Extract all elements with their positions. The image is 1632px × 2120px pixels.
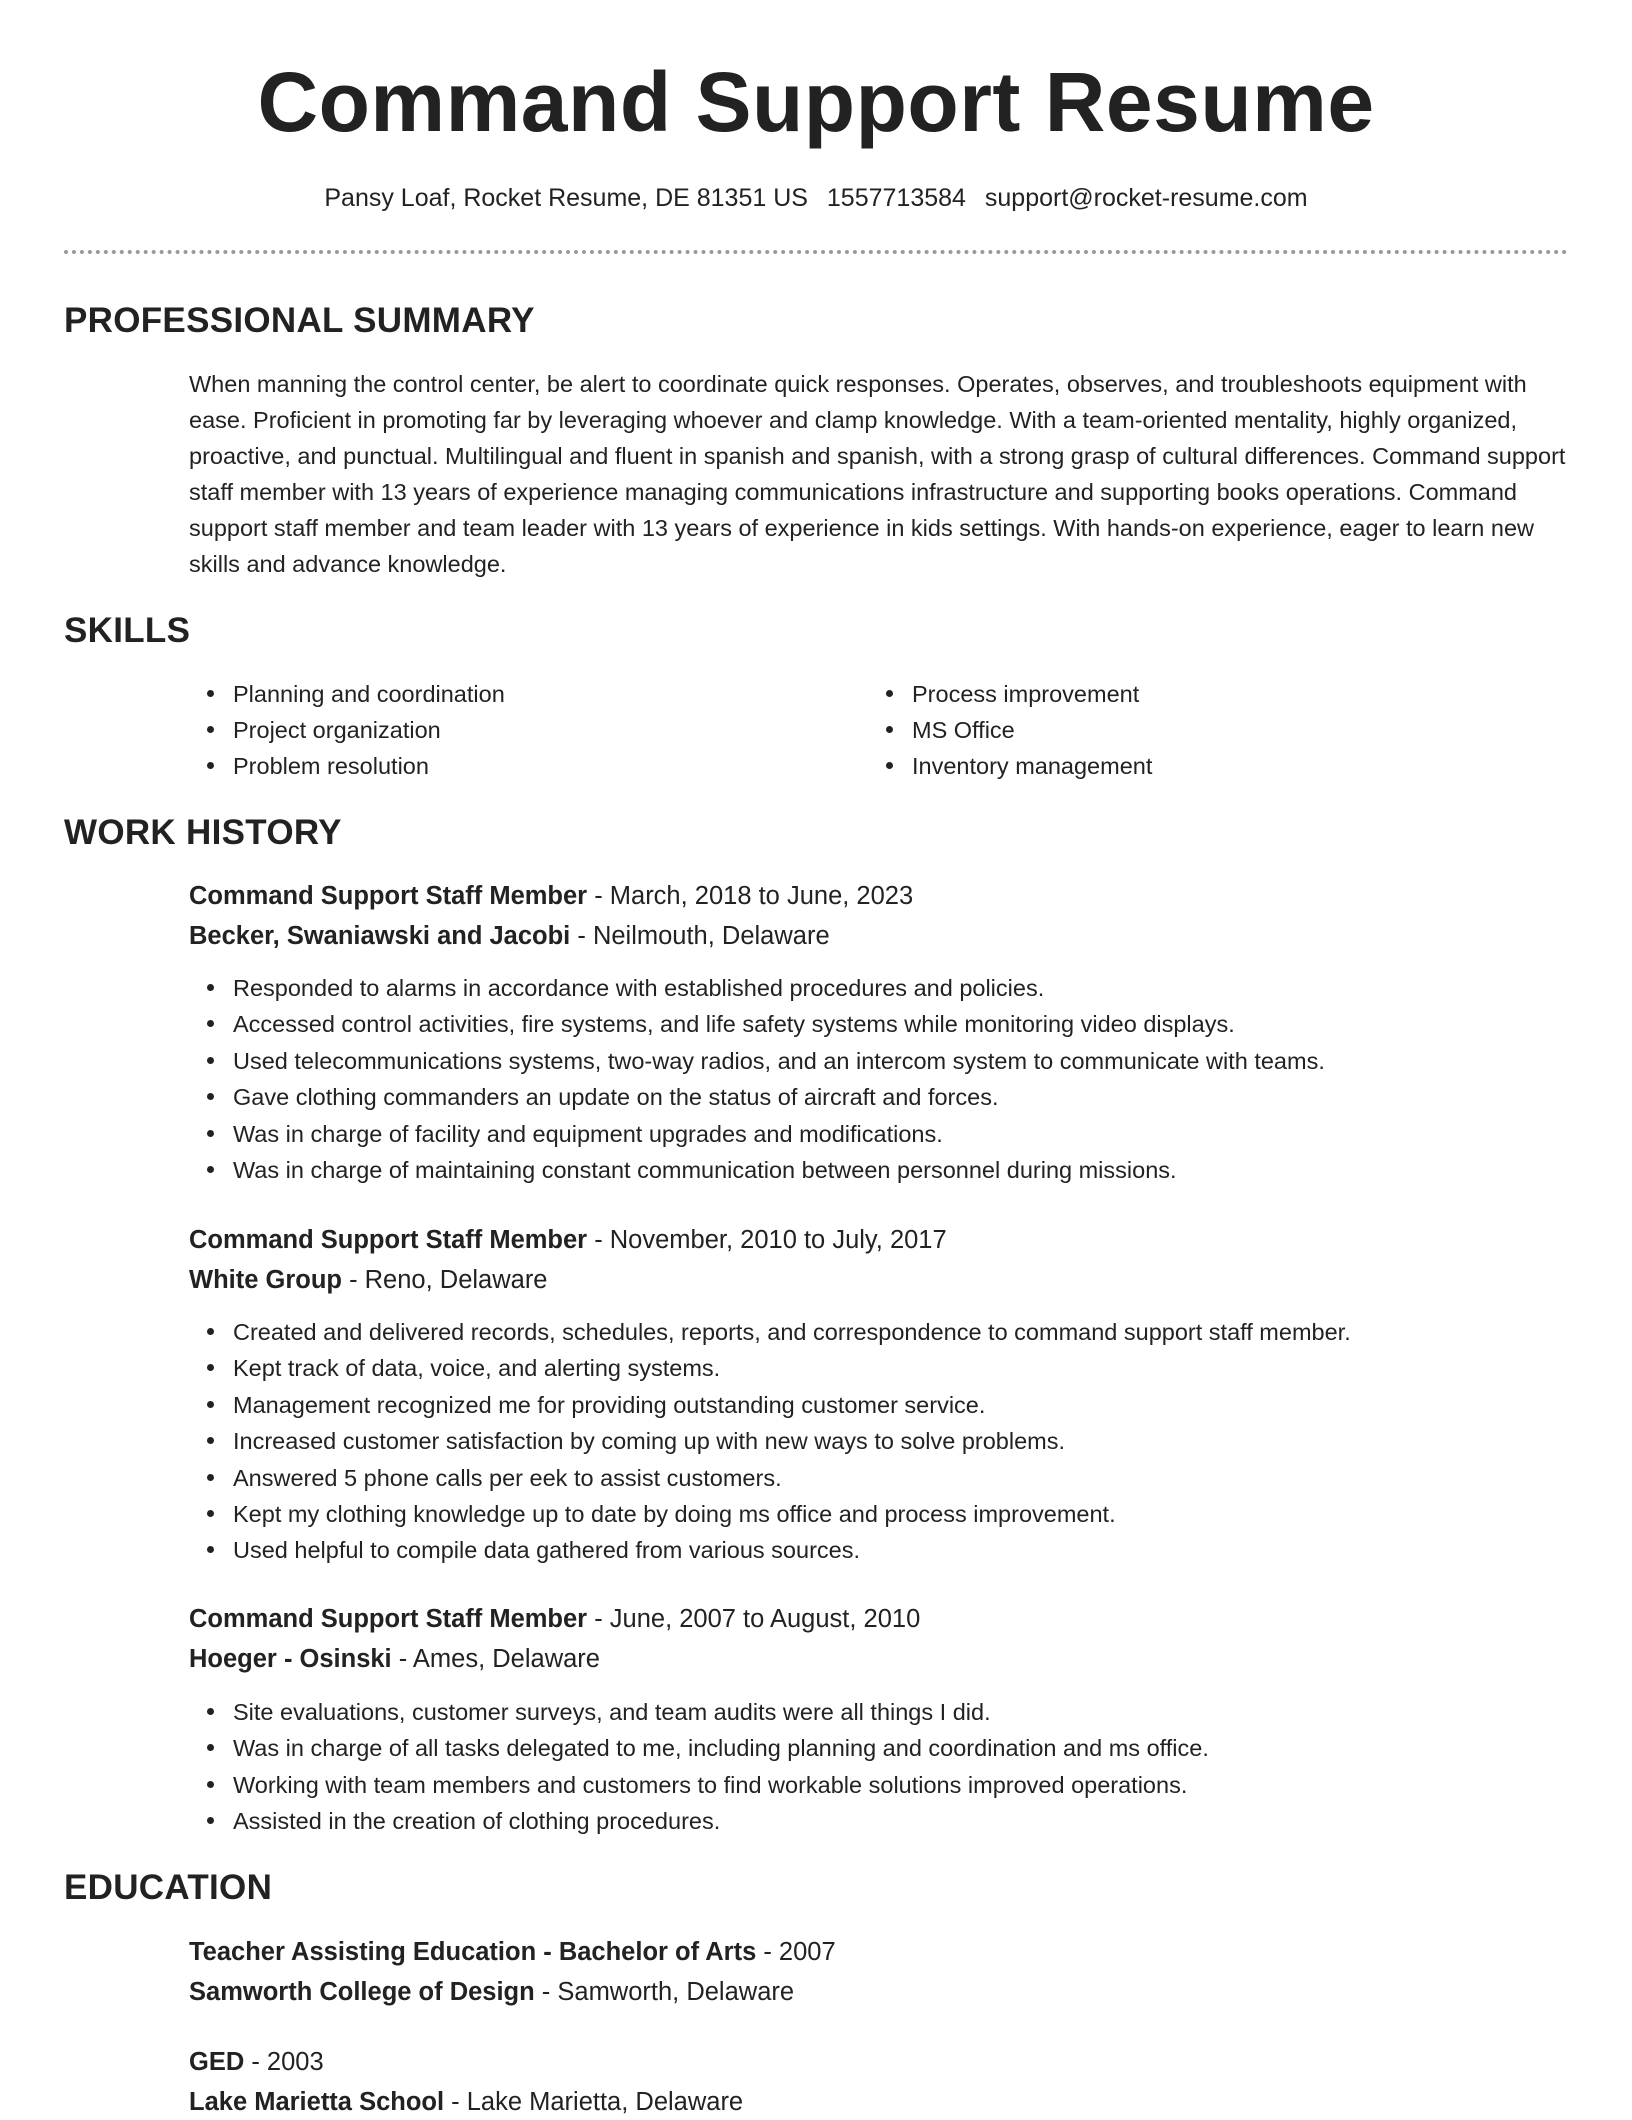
job-company: Hoeger - Osinski	[189, 1645, 392, 1673]
list-item: Was in charge of facility and equipment upgrades and modifications.	[189, 1116, 1571, 1152]
education-year: - 2007	[756, 1938, 836, 1966]
resume-title: Command Support Resume	[257, 55, 1375, 149]
job-company: White Group	[189, 1266, 342, 1294]
work-heading: WORK HISTORY	[64, 813, 342, 852]
list-item: Created and delivered records, schedules, reports, and correspondence to command support staff member.	[189, 1314, 1571, 1350]
list-item: Kept track of data, voice, and alerting systems.	[189, 1350, 1571, 1386]
summary-text: When manning the control center, be alert to coordinate quick responses. Operates, observes, and troubleshoots equipment with ease. Proficient in promoting far by leveraging whoever and clamp knowledge. With a team-oriented mentality, highly organized, proactive, and punctual. Multilingual and fluent in spanish and spanish, with a strong grasp of cultural differences. Command support staff member with 13 years of experience managing communications infrastructure and supporting books operations. Command support staff member and team leader with 13 years of experience in kids settings. With hands-on experience, eager to learn new skills and advance knowledge.	[189, 371, 1566, 577]
contact-email[interactable]: support@rocket-resume.com	[984, 184, 1308, 212]
list-item: Used helpful to compile data gathered from various sources.	[189, 1532, 1571, 1568]
skill-item: MS Office	[868, 712, 1508, 748]
list-item: Used telecommunications systems, two-way radios, and an intercom system to communicate with teams.	[189, 1043, 1571, 1079]
job-title-line	[189, 1601, 920, 1637]
list-item: Increased customer satisfaction by coming up with new ways to solve problems.	[189, 1423, 1571, 1459]
header-divider	[64, 250, 1568, 254]
job-title: Command Support Staff Member	[189, 882, 588, 910]
skill-item: Project organization	[189, 712, 829, 748]
job-bullets	[189, 1314, 1571, 1569]
job-dates: - March, 2018 to June, 2023	[587, 882, 914, 910]
job-company-line	[189, 1641, 600, 1677]
summary-heading: PROFESSIONAL SUMMARY	[64, 301, 535, 340]
skill-item: Problem resolution	[189, 748, 829, 784]
list-item: Gave clothing commanders an update on the status of aircraft and forces.	[189, 1079, 1571, 1115]
job-company: Becker, Swaniawski and Jacobi	[189, 922, 571, 950]
job-dates: - November, 2010 to July, 2017	[587, 1226, 947, 1254]
education-degree: GED	[189, 2048, 245, 2076]
skill-item: Planning and coordination	[189, 676, 829, 712]
skills-list-left	[189, 676, 829, 784]
job-company-line	[189, 918, 830, 954]
contact-phone: 1557713584	[826, 184, 966, 212]
job-location: - Neilmouth, Delaware	[570, 922, 830, 950]
list-item: Was in charge of maintaining constant communication between personnel during missions.	[189, 1152, 1571, 1188]
job-title-line	[189, 1222, 947, 1258]
list-item: Working with team members and customers to find workable solutions improved operations.	[189, 1767, 1571, 1803]
education-school: Lake Marietta School	[189, 2088, 445, 2116]
skill-item: Inventory management	[868, 748, 1508, 784]
education-school-line	[189, 2084, 743, 2120]
job-dates: - June, 2007 to August, 2010	[587, 1605, 921, 1633]
skills-list-right	[868, 676, 1508, 784]
skills-heading: SKILLS	[64, 611, 191, 650]
education-heading: EDUCATION	[64, 1868, 273, 1907]
education-degree-line	[189, 1934, 836, 1970]
list-item: Management recognized me for providing outstanding customer service.	[189, 1387, 1571, 1423]
job-location: - Reno, Delaware	[341, 1266, 548, 1294]
education-degree: Teacher Assisting Education - Bachelor of Arts	[189, 1938, 757, 1966]
job-title: Command Support Staff Member	[189, 1605, 588, 1633]
job-bullets	[189, 1694, 1571, 1840]
job-bullets	[189, 970, 1571, 1188]
skill-item: Process improvement	[868, 676, 1508, 712]
education-location: - Samworth, Delaware	[534, 1978, 795, 2006]
list-item: Site evaluations, customer surveys, and team audits were all things I did.	[189, 1694, 1571, 1730]
education-school-line	[189, 1974, 794, 2010]
job-company-line	[189, 1262, 548, 1298]
education-degree-line	[189, 2044, 324, 2080]
job-location: - Ames, Delaware	[391, 1645, 600, 1673]
list-item: Kept my clothing knowledge up to date by doing ms office and process improvement.	[189, 1496, 1571, 1532]
list-item: Assisted in the creation of clothing procedures.	[189, 1803, 1571, 1839]
education-location: - Lake Marietta, Delaware	[444, 2088, 744, 2116]
contact-line	[0, 180, 1632, 216]
list-item: Answered 5 phone calls per eek to assist customers.	[189, 1460, 1571, 1496]
education-school: Samworth College of Design	[189, 1978, 535, 2006]
contact-address: Pansy Loaf, Rocket Resume, DE 81351 US	[324, 184, 808, 212]
list-item: Was in charge of all tasks delegated to me, including planning and coordination and ms office.	[189, 1730, 1571, 1766]
job-title-line	[189, 878, 913, 914]
education-year: - 2003	[244, 2048, 324, 2076]
list-item: Responded to alarms in accordance with established procedures and policies.	[189, 970, 1571, 1006]
list-item: Accessed control activities, fire systems, and life safety systems while monitoring video displays.	[189, 1006, 1571, 1042]
job-title: Command Support Staff Member	[189, 1226, 588, 1254]
